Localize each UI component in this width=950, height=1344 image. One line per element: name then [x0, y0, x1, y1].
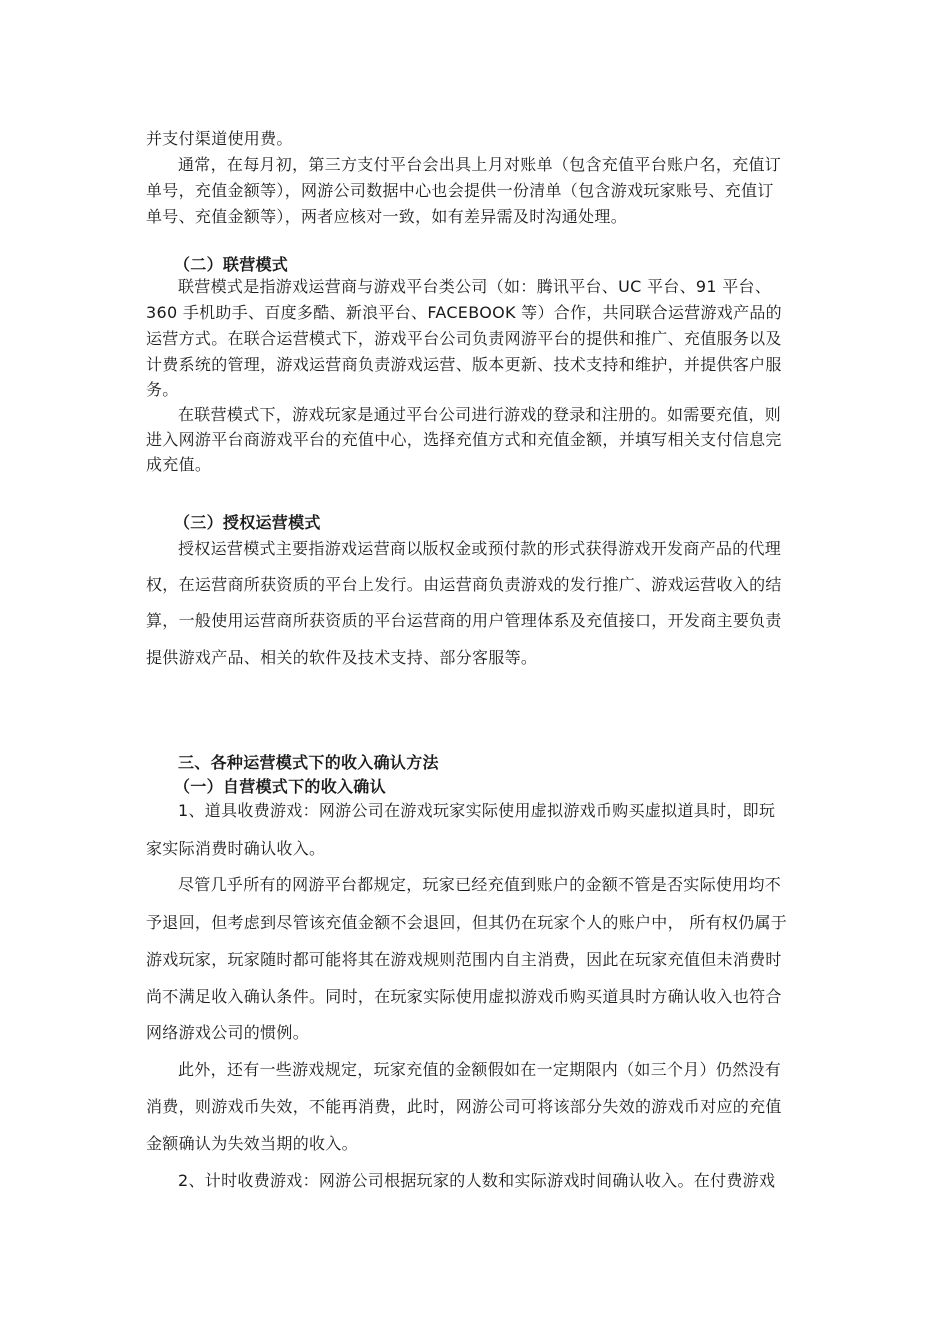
para-line: 务。 — [146, 380, 179, 399]
para-line: 在联营模式下，游戏玩家是通过平台公司进行游戏的登录和注册的。如需要充值，则 — [178, 405, 782, 424]
para-line: 360 手机助手、百度多酷、新浪平台、FACEBOOK 等）合作，共同联合运营游戏产品的 — [146, 303, 782, 322]
para-line: 单号、充值金额等），两者应核对一致，如有差异需及时沟通处理。 — [146, 207, 628, 226]
para-line: 进入网游平台商游戏平台的充值中心，选择充值方式和充值金额，并填写相关支付信息完 — [146, 430, 782, 449]
chapter-heading: 三、各种运营模式下的收入确认方法 — [178, 753, 439, 772]
para-line: 游戏玩家，玩家随时都可能将其在游戏规则范围内自主消费，因此在玩家充值但未消费时 — [146, 950, 782, 969]
section-heading: （三）授权运营模式 — [174, 513, 321, 532]
para-line: 通常，在每月初，第三方支付平台会出具上月对账单（包含充值平台账户名，充值订 — [178, 155, 782, 174]
para-line: 授权运营模式主要指游戏运营商以版权金或预付款的形式获得游戏开发商产品的代理 — [178, 539, 782, 558]
para-line: 金额确认为失效当期的收入。 — [146, 1134, 358, 1153]
para-line: 1、道具收费游戏：网游公司在游戏玩家实际使用虚拟游戏币购买虚拟道具时，即玩 — [178, 801, 776, 820]
para-line: 网络游戏公司的惯例。 — [146, 1023, 310, 1042]
para-line: 2、计时收费游戏：网游公司根据玩家的人数和实际游戏时间确认收入。在付费游戏 — [178, 1171, 776, 1190]
para-line: 运营方式。在联合运营模式下，游戏平台公司负责网游平台的提供和推广、充值服务以及 — [146, 329, 782, 348]
para-line: 家实际消费时确认收入。 — [146, 839, 326, 858]
para-line: 并支付渠道使用费。 — [146, 129, 293, 148]
para-line: 此外，还有一些游戏规定，玩家充值的金额假如在一定期限内（如三个月）仍然没有 — [178, 1060, 782, 1079]
para-line: 消费，则游戏币失效，不能再消费，此时，网游公司可将该部分失效的游戏币对应的充值 — [146, 1097, 782, 1116]
section-heading: （二）联营模式 — [174, 255, 289, 274]
para-line: 联营模式是指游戏运营商与游戏平台类公司（如：腾讯平台、UC 平台、91 平台、 — [178, 277, 772, 296]
para-line: 单号，充值金额等），网游公司数据中心也会提供一份清单（包含游戏玩家账号、充值订 — [146, 181, 774, 200]
para-line: 成充值。 — [146, 455, 212, 474]
para-line: 予退回，但考虑到尽管该充值金额不会退回，但其仍在玩家个人的账户中， 所有权仍属于 — [146, 913, 788, 932]
para-line: 提供游戏产品、相关的软件及技术支持、部分客服等。 — [146, 648, 538, 667]
para-line: 尽管几乎所有的网游平台都规定，玩家已经充值到账户的金额不管是否实际使用均不 — [178, 875, 782, 894]
para-line: 权，在运营商所获资质的平台上发行。由运营商负责游戏的发行推广、游戏运营收入的结 — [146, 575, 782, 594]
para-line: 算，一般使用运营商所获资质的平台运营商的用户管理体系及充值接口，开发商主要负责 — [146, 611, 782, 630]
section-heading: （一）自营模式下的收入确认 — [174, 777, 386, 796]
para-line: 计费系统的管理，游戏运营商负责游戏运营、版本更新、技术支持和维护，并提供客户服 — [146, 355, 782, 374]
para-line: 尚不满足收入确认条件。同时，在玩家实际使用虚拟游戏币购买道具时方确认收入也符合 — [146, 987, 782, 1006]
